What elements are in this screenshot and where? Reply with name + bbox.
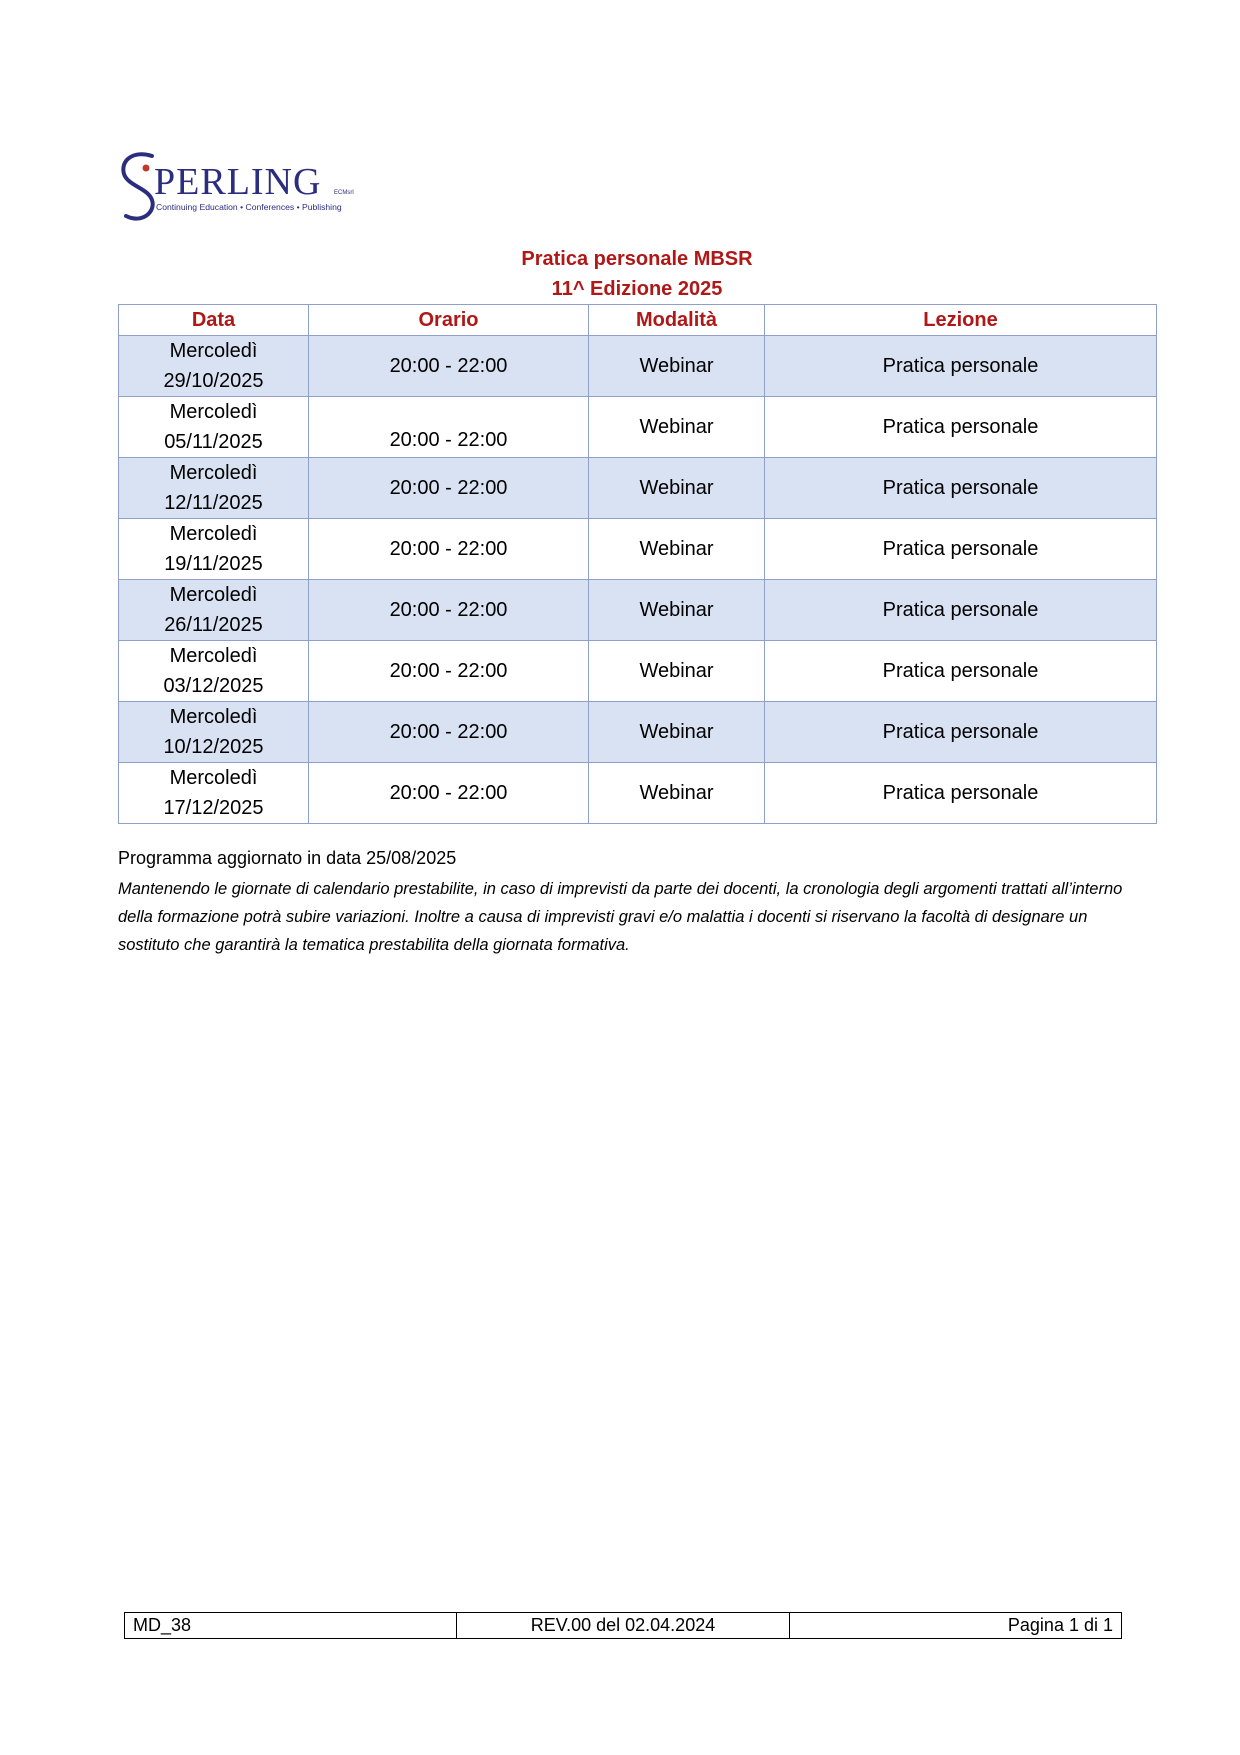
day-label: Mercoledì [169, 706, 258, 728]
time-cell: 20:00 - 22:00 [309, 397, 589, 458]
mode-cell: Webinar [589, 580, 765, 641]
table-row [119, 397, 1157, 458]
schedule-table [118, 304, 1157, 824]
day-label: Mercoledì [169, 645, 258, 667]
date-label: 19/11/2025 [164, 553, 263, 575]
date-label: 05/11/2025 [164, 431, 263, 453]
table-row [119, 641, 1157, 702]
mode-cell: Webinar [589, 519, 765, 580]
date-cell [119, 763, 309, 824]
time-cell: 20:00 - 22:00 [309, 641, 589, 702]
logo-suffix: ECMsrl [334, 190, 354, 196]
time-cell: 20:00 - 22:00 [309, 458, 589, 519]
date-cell [119, 641, 309, 702]
day-label: Mercoledì [169, 401, 258, 423]
table-header-row [119, 305, 1157, 336]
col-header-orario: Orario [309, 305, 589, 336]
date-cell [119, 458, 309, 519]
sperling-logo [116, 146, 356, 226]
mode-cell: Webinar [589, 702, 765, 763]
lesson-cell: Pratica personale [765, 641, 1157, 702]
date-cell [119, 397, 309, 458]
mode-cell: Webinar [589, 336, 765, 397]
time-cell: 20:00 - 22:00 [309, 519, 589, 580]
col-header-modalita: Modalità [589, 305, 765, 336]
lesson-cell: Pratica personale [765, 763, 1157, 824]
date-cell [119, 702, 309, 763]
col-header-data: Data [119, 305, 309, 336]
footer-table [124, 1612, 1122, 1639]
time-cell: 20:00 - 22:00 [309, 580, 589, 641]
lesson-cell: Pratica personale [765, 702, 1157, 763]
footer-page: Pagina 1 di 1 [789, 1613, 1121, 1639]
time-cell: 20:00 - 22:00 [309, 336, 589, 397]
date-cell [119, 580, 309, 641]
mode-cell: Webinar [589, 397, 765, 458]
table-row [119, 336, 1157, 397]
document-title: Pratica personale MBSR [521, 248, 753, 270]
date-label: 17/12/2025 [163, 797, 264, 819]
table-row [119, 519, 1157, 580]
footer-code: MD_38 [125, 1613, 457, 1639]
date-label: 03/12/2025 [163, 675, 264, 697]
lesson-cell: Pratica personale [765, 458, 1157, 519]
title-block [118, 244, 1156, 304]
logo-tagline: Continuing Education • Conferences • Publishing [156, 202, 342, 212]
lesson-cell: Pratica personale [765, 336, 1157, 397]
mode-cell: Webinar [589, 641, 765, 702]
logo-brand: PERLING [154, 161, 322, 203]
date-cell [119, 336, 309, 397]
col-header-lezione: Lezione [765, 305, 1157, 336]
mode-cell: Webinar [589, 763, 765, 824]
table-row [119, 580, 1157, 641]
table-row [119, 763, 1157, 824]
day-label: Mercoledì [169, 767, 258, 789]
table-row [119, 458, 1157, 519]
logo-s-swoosh [123, 154, 152, 218]
mode-cell: Webinar [589, 458, 765, 519]
day-label: Mercoledì [169, 584, 258, 606]
lesson-cell: Pratica personale [765, 519, 1157, 580]
table-row [119, 702, 1157, 763]
date-label: 12/11/2025 [164, 492, 263, 514]
day-label: Mercoledì [169, 340, 258, 362]
date-label: 26/11/2025 [164, 614, 263, 636]
disclaimer-note: Mantenendo le giornate di calendario prestabilite, in caso di imprevisti da parte dei docenti, la cronologia degli argomenti trattati all’interno della formazione potrà subire variazioni. Inoltre a causa di imprevisti gravi e/o malattia i docenti si riservano la facoltà di designare un sostituto che garantirà la tematica prestabilita della giornata formativa. [118, 880, 1123, 954]
lesson-cell: Pratica personale [765, 397, 1157, 458]
time-cell: 20:00 - 22:00 [309, 763, 589, 824]
updated-note: Programma aggiornato in data 25/08/2025 [118, 848, 457, 868]
time-cell: 20:00 - 22:00 [309, 702, 589, 763]
logo-dot [143, 165, 150, 172]
document-subtitle: 11^ Edizione 2025 [551, 278, 723, 300]
lesson-cell: Pratica personale [765, 580, 1157, 641]
date-label: 29/10/2025 [163, 370, 264, 392]
date-cell [119, 519, 309, 580]
date-label: 10/12/2025 [163, 736, 264, 758]
footer-revision: REV.00 del 02.04.2024 [457, 1613, 790, 1639]
day-label: Mercoledì [169, 523, 258, 545]
day-label: Mercoledì [169, 462, 258, 484]
